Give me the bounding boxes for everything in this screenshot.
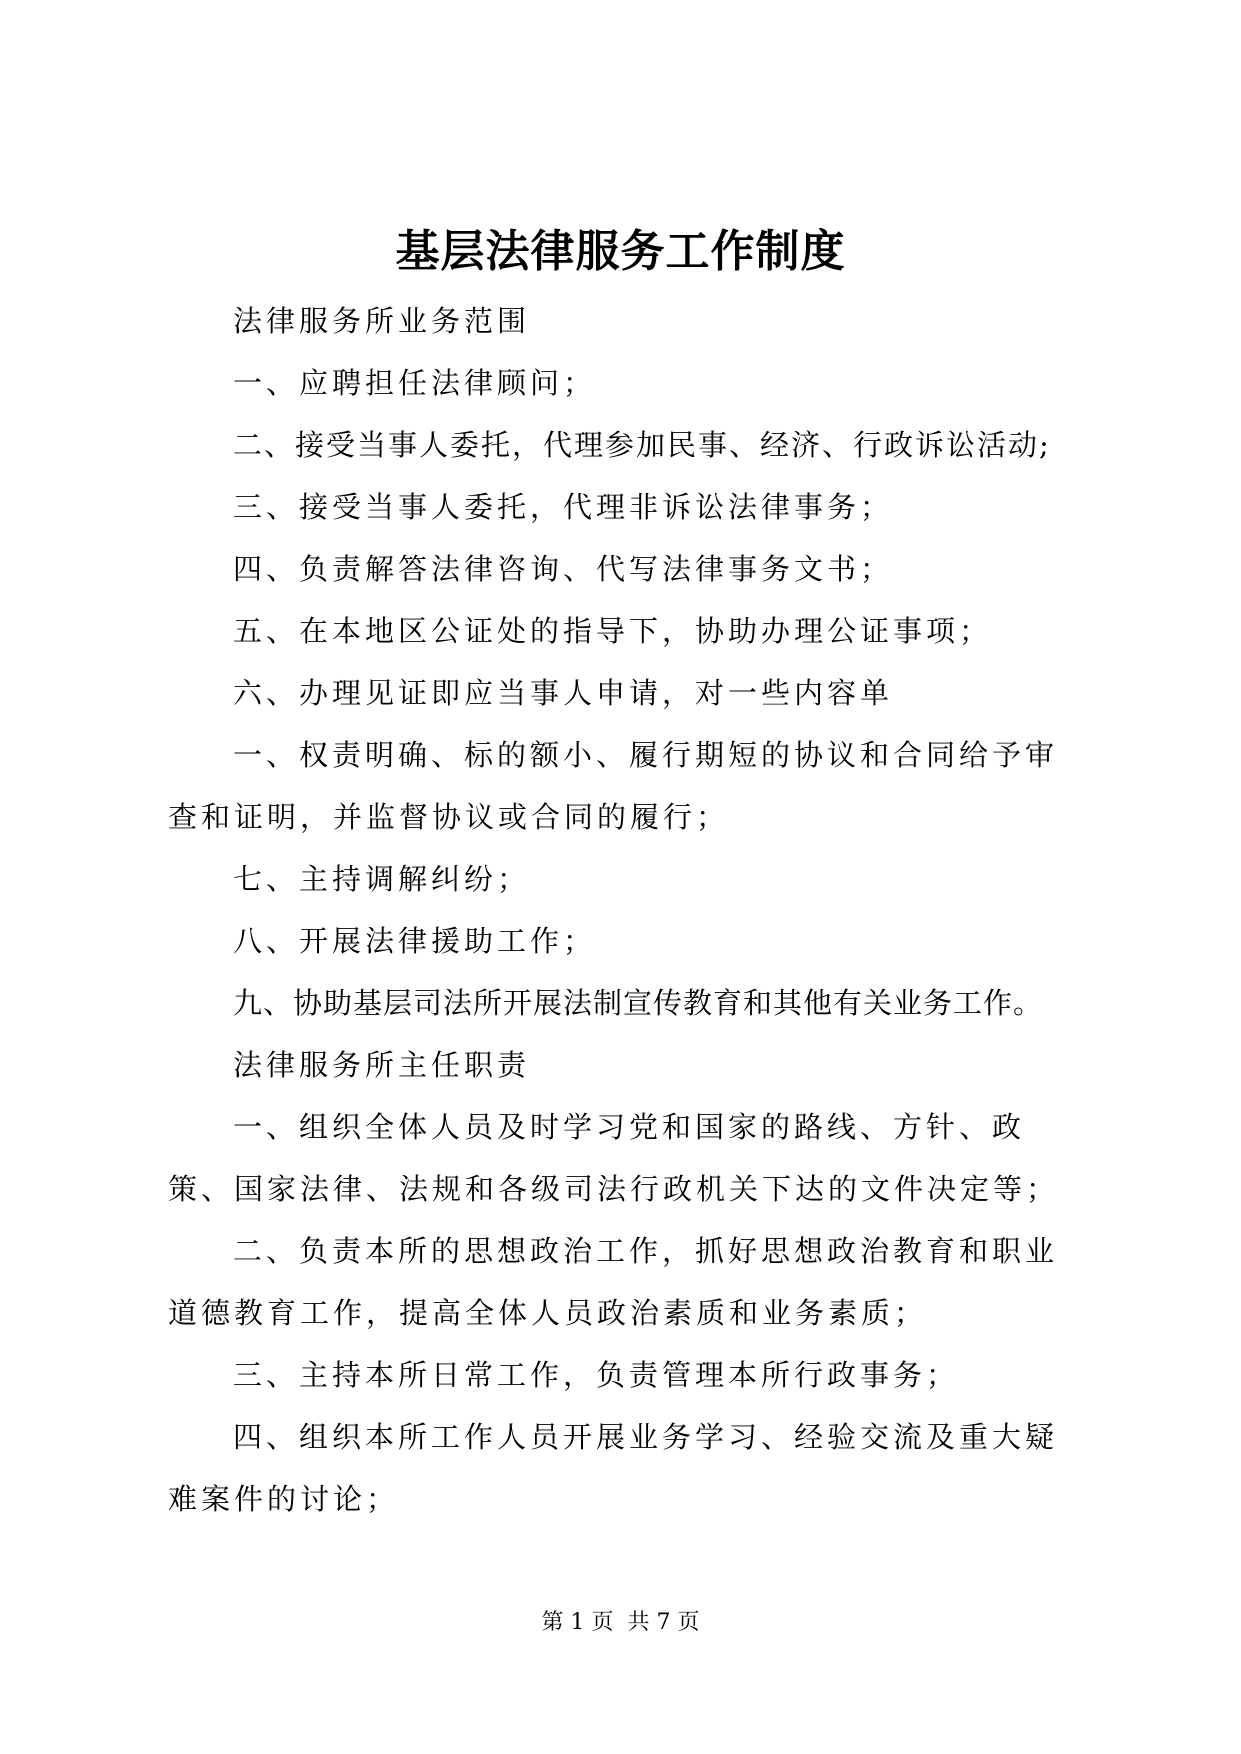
list-item: 一、应聘担任法律顾问； [233,366,597,400]
list-item: 八、开展法律援助工作； [233,924,597,958]
document-body [168,290,1088,1530]
list-item: 六、办理见证即应当事人申请，对一些内容单 [233,676,894,710]
section-heading-scope: 法律服务所业务范围 [233,304,531,338]
list-item: 九、协助基层司法所开展法制宣传教育和其他有关业务工作。 [233,986,1044,1020]
document-title: 基层法律服务工作制度 [395,226,846,277]
list-item: 四、组织本所工作人员开展业务学习、经验交流及重大疑难案件的讨论； [168,1420,1059,1516]
section-heading-director: 法律服务所主任职责 [233,1048,531,1082]
page-number: 第 1 页 [541,1610,614,1635]
list-item: 二、负责本所的思想政治工作，抓好思想政治教育和职业道德教育工作，提高全体人员政治素质和业务素质； [168,1234,1059,1330]
list-item: 五、在本地区公证处的指导下，协助办理公证事项； [233,614,993,648]
page-footer [0,1608,1241,1638]
list-item: 三、主持本所日常工作，负责管理本所行政事务； [233,1358,960,1392]
list-item: 一、权责明确、标的额小、履行期短的协议和合同给予审查和证明，并监督协议或合同的履行； [168,738,1059,834]
list-item: 二、接受当事人委托，代理参加民事、经济、行政诉讼活动; [233,428,1051,462]
page-total: 共 7 页 [627,1610,700,1635]
list-item: 三、接受当事人委托，代理非诉讼法律事务； [233,490,894,524]
list-item: 一、组织全体人员及时学习党和国家的路线、方针、政策、国家法律、法规和各级司法行政机关下达的文件决定等； [168,1110,1060,1206]
list-item: 四、负责解答法律咨询、代写法律事务文书； [233,552,894,586]
list-item: 七、主持调解纠纷； [233,862,531,896]
